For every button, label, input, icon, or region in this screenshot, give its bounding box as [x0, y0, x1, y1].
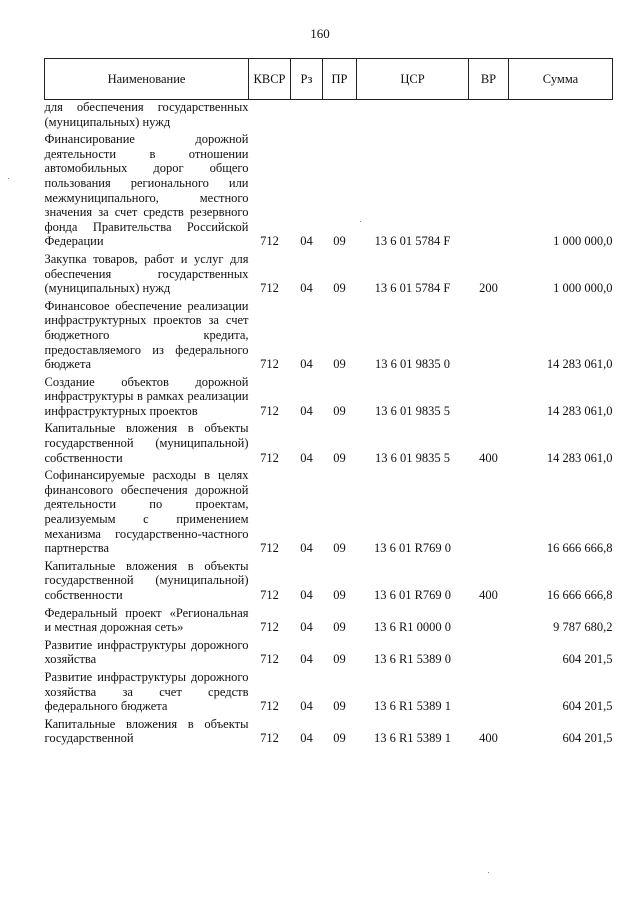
cell-sum: 1 000 000,0: [553, 234, 613, 249]
cell-pr: 09: [333, 281, 346, 296]
cell-kvsr: 712: [260, 403, 279, 418]
scan-speck: [360, 221, 361, 222]
cell-csr: [357, 100, 469, 130]
header-csr: ЦСР: [357, 59, 469, 100]
cell-kvsr: 712: [260, 588, 279, 602]
table-row: [45, 421, 613, 465]
cell-vr: 400: [479, 450, 498, 465]
cell-name: Закупка товаров, работ и услуг для обеспечения государственных (муниципальных) нужд: [44, 251, 249, 296]
table-row: [45, 670, 613, 714]
cell-name: Федеральный проект «Региональная и местная дорожная сеть»: [44, 605, 249, 635]
cell-name: Финансирование дорожной деятельности в отношении автомобильных дорог общего пользования регионального или межмуниципального, местного значения за счет средств резервного фонда Правительства Российской Федерации: [44, 132, 249, 249]
table-row: [45, 606, 613, 635]
table-body: [45, 100, 613, 746]
page-number: 160: [310, 26, 330, 41]
cell-name: Развитие инфраструктуры дорожного хозяйства за счет средств федерального бюджета: [44, 669, 249, 714]
cell-rz: [291, 100, 323, 130]
cell-csr: 13 6 01 9835 0: [375, 357, 450, 372]
cell-pr: 09: [333, 450, 346, 465]
cell-rz: 04: [300, 281, 313, 296]
cell-rz: 04: [300, 588, 313, 602]
cell-vr: 200: [479, 281, 498, 296]
cell-kvsr: 712: [260, 652, 279, 667]
cell-rz: 04: [300, 652, 313, 667]
header-name: Наименование: [45, 59, 249, 100]
cell-kvsr: 712: [260, 234, 279, 249]
cell-kvsr: 712: [260, 731, 279, 746]
cell-sum: 16 666 666,8: [546, 588, 613, 602]
cell-vr: [469, 100, 509, 130]
cell-rz: 04: [300, 620, 313, 635]
cell-sum: 604 201,5: [562, 699, 613, 714]
cell-vr: [469, 638, 509, 667]
cell-vr: 400: [479, 731, 498, 746]
cell-csr: 13 6 R1 5389 0: [373, 652, 452, 667]
cell-rz: 04: [300, 234, 313, 249]
cell-sum: 604 201,5: [562, 731, 613, 746]
header-sum: Сумма: [509, 59, 613, 100]
header-vr: ВР: [469, 59, 509, 100]
table-row: [45, 100, 613, 130]
header-pr: ПР: [323, 59, 357, 100]
cell-kvsr: 712: [260, 541, 279, 556]
cell-kvsr: 712: [260, 699, 279, 714]
cell-kvsr: 712: [260, 281, 279, 296]
scan-speck: [8, 178, 9, 179]
cell-name: Капитальные вложения в объекты государственной (муниципальной) собственности: [44, 421, 249, 465]
cell-pr: 09: [333, 699, 346, 714]
cell-pr: [323, 100, 357, 130]
cell-pr: 09: [333, 403, 346, 418]
cell-pr: 09: [333, 588, 346, 602]
cell-csr: 13 6 R1 5389 1: [373, 731, 452, 746]
cell-sum: 1 000 000,0: [553, 281, 613, 296]
cell-pr: 09: [333, 357, 346, 372]
cell-rz: 04: [300, 450, 313, 465]
cell-sum: 14 283 061,0: [546, 357, 613, 372]
cell-name: для обеспечения государственных (муниципальных) нужд: [44, 100, 249, 129]
table-row: [45, 559, 613, 603]
cell-name: Развитие инфраструктуры дорожного хозяйства: [44, 637, 249, 667]
cell-csr: 13 6 01 5784 F: [374, 281, 451, 296]
table-header: [45, 59, 613, 100]
cell-csr: 13 6 01 9835 5: [375, 450, 450, 465]
header-kvsr: КВСР: [249, 59, 291, 100]
table-row: [45, 299, 613, 372]
cell-pr: 09: [333, 234, 346, 249]
cell-csr: 13 6 R1 0000 0: [373, 620, 452, 635]
cell-pr: 09: [333, 652, 346, 667]
cell-vr: [469, 606, 509, 635]
cell-csr: 13 6 01 5784 F: [374, 234, 451, 249]
cell-rz: 04: [300, 541, 313, 556]
cell-rz: 04: [300, 699, 313, 714]
cell-vr: [469, 375, 509, 419]
cell-csr: 13 6 01 9835 5: [375, 403, 450, 418]
cell-kvsr: 712: [260, 357, 279, 372]
cell-name: Капитальные вложения в объекты государственной (муниципальной) собственности: [44, 558, 249, 602]
cell-kvsr: [249, 100, 291, 130]
cell-vr: [469, 299, 509, 372]
cell-sum: 14 283 061,0: [546, 403, 613, 418]
cell-rz: 04: [300, 403, 313, 418]
table-row: [45, 638, 613, 667]
cell-name: Финансовое обеспечение реализации инфраструктурных проектов за счет бюджетного кредита, предоставляемого из федерального бюджета: [44, 298, 249, 372]
cell-csr: 13 6 R1 5389 1: [373, 699, 452, 714]
cell-vr: [469, 468, 509, 556]
table-row: [45, 132, 613, 249]
cell-csr: 13 6 01 R769 0: [373, 588, 452, 602]
header-row: [45, 59, 613, 100]
cell-sum: 604 201,5: [562, 652, 613, 667]
cell-kvsr: 712: [260, 620, 279, 635]
cell-name: Софинансируемые расходы в целях финансового обеспечения дорожной деятельности по проектам, реализуемым с применением механизма государственно-частного партнерства: [44, 468, 249, 556]
table-row: [45, 468, 613, 556]
cell-pr: 09: [333, 620, 346, 635]
scan-speck: [488, 872, 489, 873]
cell-pr: 09: [333, 731, 346, 746]
cell-vr: 400: [479, 588, 498, 602]
cell-sum: 9 787 680,2: [553, 620, 613, 635]
cell-name: Капитальные вложения в объекты государственной: [44, 716, 249, 746]
budget-table: [44, 58, 613, 746]
table-row: [45, 717, 613, 746]
cell-rz: 04: [300, 731, 313, 746]
cell-kvsr: 712: [260, 450, 279, 465]
table-row: [45, 252, 613, 296]
cell-pr: 09: [333, 541, 346, 556]
cell-sum: 16 666 666,8: [546, 541, 613, 556]
cell-rz: 04: [300, 357, 313, 372]
header-rz: Рз: [291, 59, 323, 100]
table-row: [45, 375, 613, 419]
cell-sum: [509, 100, 613, 130]
cell-name: Создание объектов дорожной инфраструктуры в рамках реализации инфраструктурных проектов: [44, 374, 249, 418]
cell-sum: 14 283 061,0: [546, 450, 613, 465]
cell-vr: [469, 670, 509, 714]
cell-csr: 13 6 01 R769 0: [373, 541, 452, 556]
cell-vr: [469, 132, 509, 249]
